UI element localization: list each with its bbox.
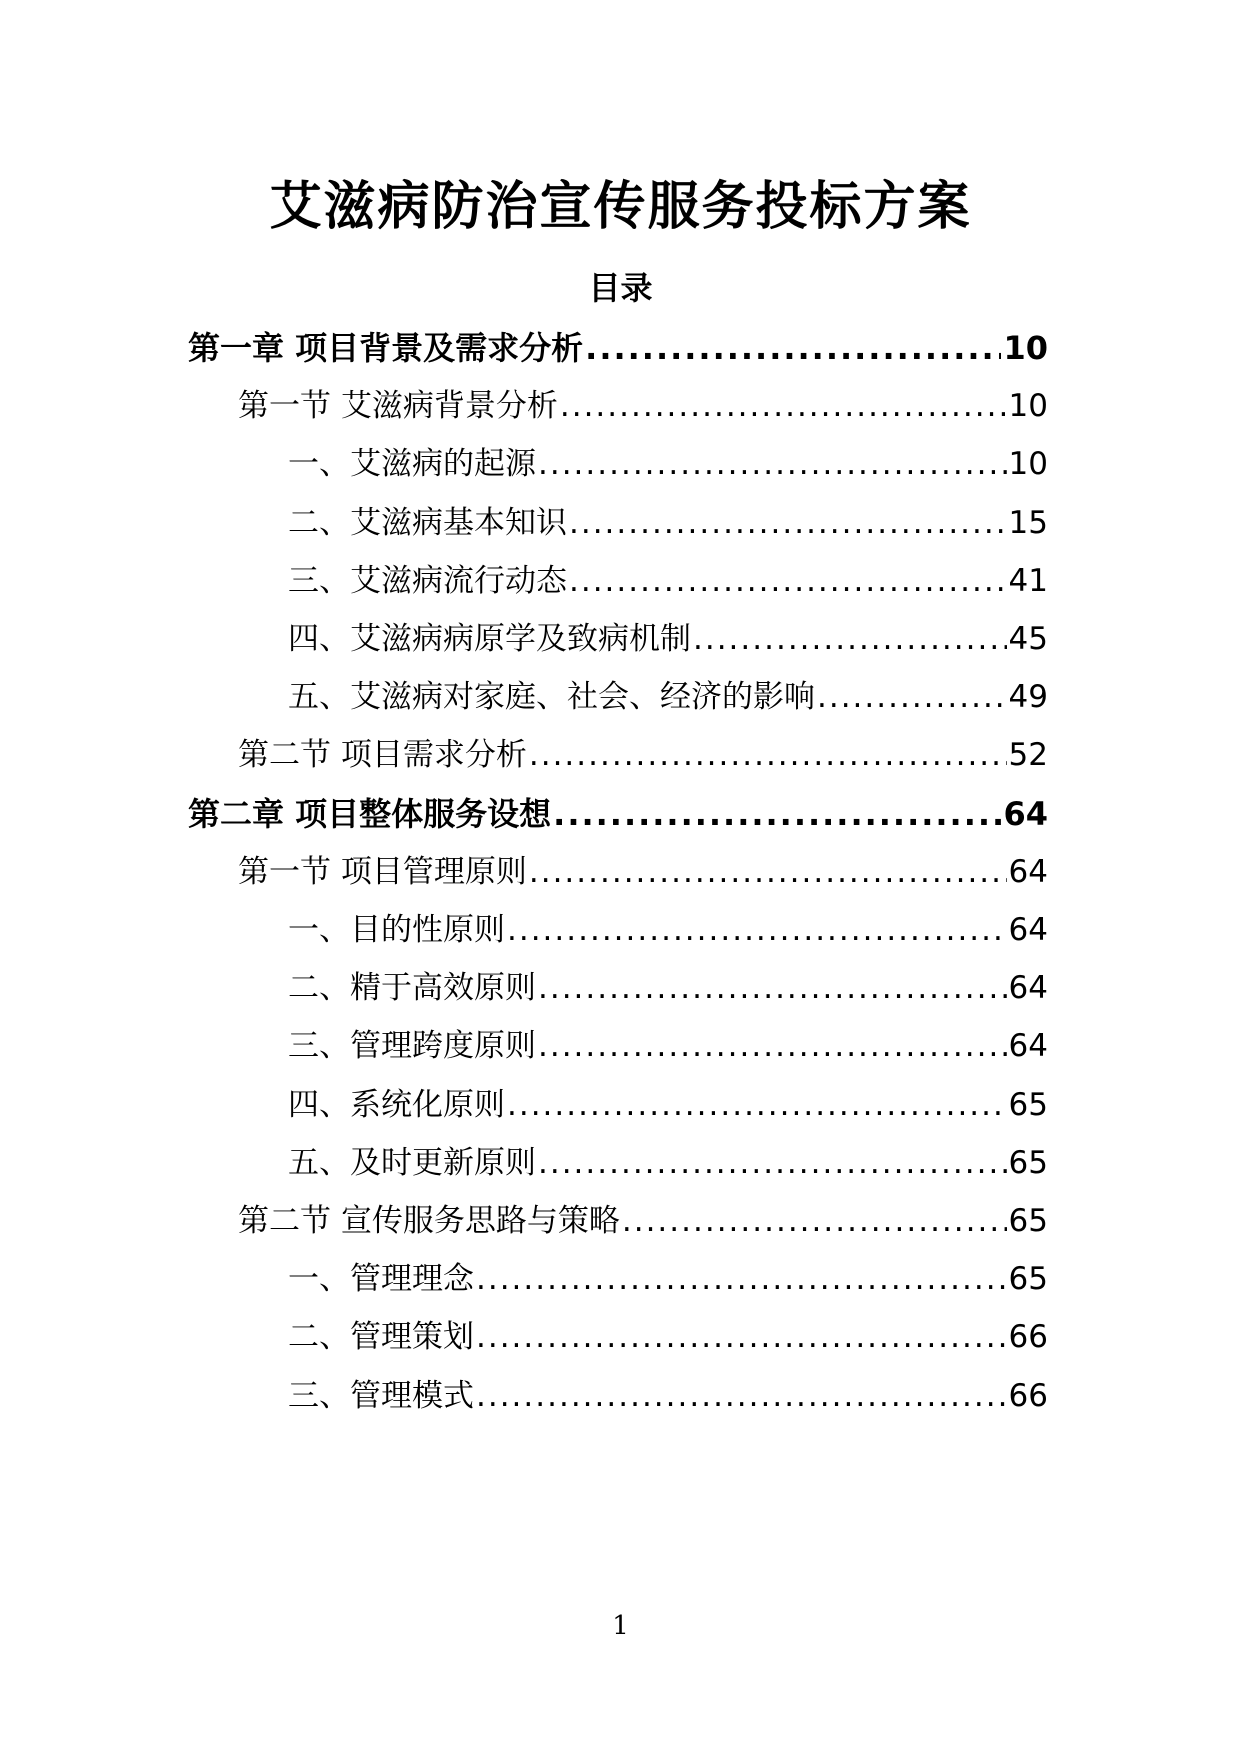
toc-entry[interactable]	[238, 847, 1048, 897]
toc-dot-leader	[569, 556, 1007, 606]
toc-dot-leader	[507, 905, 1007, 955]
toc-entry-label: 四、艾滋病病原学及致病机制	[288, 621, 691, 657]
toc-entry[interactable]	[288, 672, 1048, 722]
toc-entry-page: 10	[1003, 329, 1048, 367]
toc-entry-page: 66	[1008, 1319, 1048, 1355]
toc-entry[interactable]	[188, 323, 1048, 373]
toc-entry-page: 66	[1008, 1378, 1048, 1414]
toc-entry-label: 三、艾滋病流行动态	[288, 563, 567, 599]
toc-entry-label: 第二节 宣传服务思路与策略	[238, 1203, 620, 1239]
toc-entry-page: 15	[1008, 505, 1048, 541]
page-number: 1	[612, 1611, 629, 1641]
toc-entry-page: 45	[1008, 621, 1048, 657]
toc-entry[interactable]	[288, 556, 1048, 606]
toc-entry-page: 64	[1008, 854, 1048, 890]
toc-entry-page: 10	[1008, 388, 1048, 424]
toc-entry[interactable]	[288, 1254, 1048, 1304]
toc-entry-label: 三、管理模式	[288, 1378, 474, 1414]
toc-entry[interactable]	[288, 1312, 1048, 1362]
toc-entry[interactable]	[188, 789, 1048, 839]
toc-entry-page: 41	[1008, 563, 1048, 599]
toc-heading: 目录	[588, 269, 653, 307]
toc-entry[interactable]	[288, 963, 1048, 1013]
toc-entry-page: 65	[1008, 1261, 1048, 1297]
toc-entry-page: 64	[1008, 912, 1048, 948]
toc-entry-page: 10	[1008, 446, 1048, 482]
toc-dot-leader	[585, 323, 1001, 373]
toc-entry-page: 64	[1008, 970, 1048, 1006]
toc-entry[interactable]	[288, 498, 1048, 548]
toc-entry[interactable]	[288, 439, 1048, 489]
toc-dot-leader	[538, 1021, 1007, 1071]
toc-entry[interactable]	[288, 1080, 1048, 1130]
toc-entry[interactable]	[238, 1196, 1048, 1246]
toc-dot-leader	[529, 730, 1007, 780]
toc-entry-label: 二、精于高效原则	[288, 970, 536, 1006]
toc-entry-page: 65	[1008, 1145, 1048, 1181]
toc-dot-leader	[476, 1371, 1007, 1421]
toc-entry-label: 第二节 项目需求分析	[238, 737, 527, 773]
toc-entry-page: 65	[1008, 1203, 1048, 1239]
toc-dot-leader	[622, 1196, 1007, 1246]
toc-entry[interactable]	[288, 614, 1048, 664]
toc-entry[interactable]	[288, 1138, 1048, 1188]
toc-entry[interactable]	[238, 381, 1048, 431]
document-title: 艾滋病防治宣传服务投标方案	[269, 177, 972, 237]
toc-dot-leader	[538, 439, 1007, 489]
toc-entry-label: 二、艾滋病基本知识	[288, 505, 567, 541]
toc-entry-page: 65	[1008, 1087, 1048, 1123]
toc-entry-label: 三、管理跨度原则	[288, 1028, 536, 1064]
toc-entry-label: 一、艾滋病的起源	[288, 446, 536, 482]
toc-dot-leader	[538, 963, 1007, 1013]
toc-dot-leader	[569, 498, 1007, 548]
toc-entry-label: 第一节 项目管理原则	[238, 854, 527, 890]
toc-entry[interactable]	[288, 1371, 1048, 1421]
toc-entry-label: 第一节 艾滋病背景分析	[238, 388, 558, 424]
toc-entry-label: 第一章 项目背景及需求分析	[188, 329, 584, 367]
toc-dot-leader	[529, 847, 1007, 897]
toc-entry-page: 64	[1008, 1028, 1048, 1064]
toc-entry-page: 49	[1008, 679, 1048, 715]
toc-entry-label: 一、管理理念	[288, 1261, 474, 1297]
toc-entry-label: 五、艾滋病对家庭、社会、经济的影响	[288, 679, 815, 715]
toc-entry[interactable]	[288, 905, 1048, 955]
toc-dot-leader	[560, 381, 1007, 431]
toc-entry-label: 五、及时更新原则	[288, 1145, 536, 1181]
toc-entry-label: 一、目的性原则	[288, 912, 505, 948]
toc-dot-leader	[476, 1312, 1007, 1362]
toc-entry-page: 52	[1008, 737, 1048, 773]
toc-entry-page: 64	[1003, 795, 1048, 833]
toc-entry-label: 二、管理策划	[288, 1319, 474, 1355]
toc-dot-leader	[538, 1138, 1007, 1188]
toc-entry-label: 四、系统化原则	[288, 1087, 505, 1123]
toc-entry[interactable]	[288, 1021, 1048, 1071]
toc-entry-label: 第二章 项目整体服务设想	[188, 795, 552, 833]
toc-dot-leader	[476, 1254, 1007, 1304]
toc-dot-leader	[817, 672, 1007, 722]
toc-dot-leader	[507, 1080, 1007, 1130]
toc-dot-leader	[693, 614, 1007, 664]
toc-entry[interactable]	[238, 730, 1048, 780]
toc-dot-leader	[553, 789, 1001, 839]
